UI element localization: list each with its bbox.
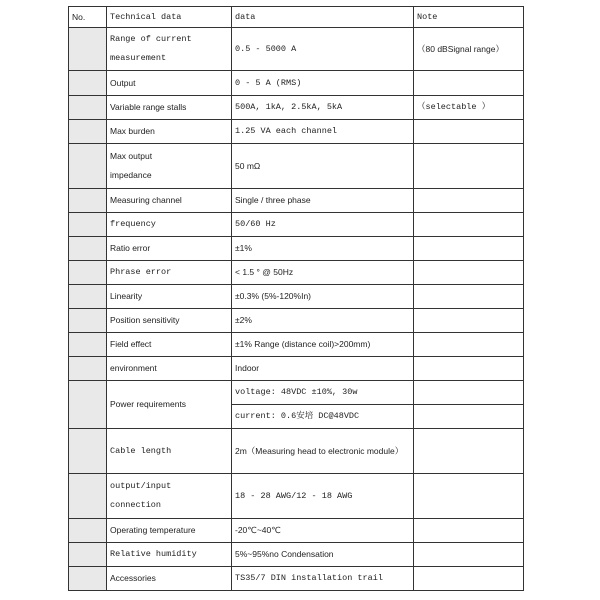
table-row xyxy=(69,357,524,381)
row-note xyxy=(414,405,524,429)
table-row xyxy=(69,96,524,120)
row-technical-name: Relative humidity xyxy=(107,543,232,567)
header-no: No. xyxy=(69,7,107,28)
row-technical-name: Accessories xyxy=(107,567,232,591)
row-note xyxy=(414,333,524,357)
table-row xyxy=(69,543,524,567)
spec-table xyxy=(68,6,524,591)
row-value: TS35/7 DIN installation trail xyxy=(232,567,414,591)
row-value: ±2% xyxy=(232,309,414,333)
row-technical-name: Variable range stalls xyxy=(107,96,232,120)
table-row xyxy=(69,28,524,71)
row-number xyxy=(69,429,107,474)
row-value: voltage: 48VDC ±10%, 30w xyxy=(232,381,414,405)
table-row xyxy=(69,285,524,309)
row-number xyxy=(69,144,107,189)
table-row xyxy=(69,189,524,213)
row-number xyxy=(69,543,107,567)
row-number xyxy=(69,357,107,381)
row-note xyxy=(414,474,524,519)
row-number xyxy=(69,189,107,213)
row-value: ±1% xyxy=(232,237,414,261)
row-value-secondary: current: 0.6安培 DC@48VDC xyxy=(232,405,414,429)
row-number xyxy=(69,474,107,519)
row-number xyxy=(69,285,107,309)
row-technical-name: Position sensitivity xyxy=(107,309,232,333)
table-row xyxy=(69,144,524,189)
row-note xyxy=(414,261,524,285)
row-value: -20℃~40℃ xyxy=(232,519,414,543)
row-note: （selectable ） xyxy=(414,96,524,120)
row-note xyxy=(414,285,524,309)
row-value: < 1.5 ° @ 50Hz xyxy=(232,261,414,285)
row-technical-name: Range of current measurement xyxy=(107,28,232,71)
row-value: 50 mΩ xyxy=(232,144,414,189)
row-note xyxy=(414,543,524,567)
row-technical-name: Field effect xyxy=(107,333,232,357)
row-number xyxy=(69,519,107,543)
row-note xyxy=(414,144,524,189)
row-number xyxy=(69,381,107,429)
table-row xyxy=(69,381,524,405)
table-row xyxy=(69,120,524,144)
row-technical-name: environment xyxy=(107,357,232,381)
row-number xyxy=(69,333,107,357)
row-number xyxy=(69,309,107,333)
table-row xyxy=(69,429,524,474)
row-value: ±0.3% (5%-120%In) xyxy=(232,285,414,309)
row-value: 18 - 28 AWG/12 - 18 AWG xyxy=(232,474,414,519)
row-number xyxy=(69,96,107,120)
row-technical-name: Linearity xyxy=(107,285,232,309)
row-note xyxy=(414,519,524,543)
row-value: 0.5 - 5000 A xyxy=(232,28,414,71)
table-row xyxy=(69,213,524,237)
table-row xyxy=(69,71,524,96)
row-note xyxy=(414,567,524,591)
row-note xyxy=(414,71,524,96)
row-value: 500A, 1kA, 2.5kA, 5kA xyxy=(232,96,414,120)
row-value: 5%~95%no Condensation xyxy=(232,543,414,567)
spec-sheet xyxy=(68,6,524,591)
row-number xyxy=(69,28,107,71)
row-technical-name: Ratio error xyxy=(107,237,232,261)
row-technical-name: Max output impedance xyxy=(107,144,232,189)
row-technical-name: Phrase error xyxy=(107,261,232,285)
row-value: 0 - 5 A (RMS) xyxy=(232,71,414,96)
table-header-row xyxy=(69,7,524,28)
row-technical-name: frequency xyxy=(107,213,232,237)
row-note xyxy=(414,429,524,474)
header-note: Note xyxy=(414,7,524,28)
row-note xyxy=(414,213,524,237)
row-note xyxy=(414,381,524,405)
row-note xyxy=(414,309,524,333)
row-value: 2m（Measuring head to electronic module） xyxy=(232,429,414,474)
row-technical-name: Max burden xyxy=(107,120,232,144)
table-row xyxy=(69,474,524,519)
row-note xyxy=(414,357,524,381)
row-technical-name: output/input connection xyxy=(107,474,232,519)
row-value: Single / three phase xyxy=(232,189,414,213)
table-row xyxy=(69,333,524,357)
row-technical-name: Operating temperature xyxy=(107,519,232,543)
row-technical-name: Measuring channel xyxy=(107,189,232,213)
row-note xyxy=(414,189,524,213)
row-number xyxy=(69,71,107,96)
table-row xyxy=(69,309,524,333)
row-value: 50/60 Hz xyxy=(232,213,414,237)
row-number xyxy=(69,120,107,144)
row-note: （80 dBSignal range） xyxy=(414,28,524,71)
row-number xyxy=(69,567,107,591)
table-row xyxy=(69,237,524,261)
row-number xyxy=(69,237,107,261)
row-value: ±1% Range (distance coil)>200mm) xyxy=(232,333,414,357)
row-number xyxy=(69,261,107,285)
header-data: data xyxy=(232,7,414,28)
table-row xyxy=(69,261,524,285)
row-number xyxy=(69,213,107,237)
header-technical-data: Technical data xyxy=(107,7,232,28)
row-technical-name: Power requirements xyxy=(107,381,232,429)
row-value: 1.25 VA each channel xyxy=(232,120,414,144)
table-row xyxy=(69,519,524,543)
row-technical-name: Output xyxy=(107,71,232,96)
row-note xyxy=(414,237,524,261)
row-technical-name: Cable length xyxy=(107,429,232,474)
row-value: Indoor xyxy=(232,357,414,381)
table-row xyxy=(69,567,524,591)
row-note xyxy=(414,120,524,144)
